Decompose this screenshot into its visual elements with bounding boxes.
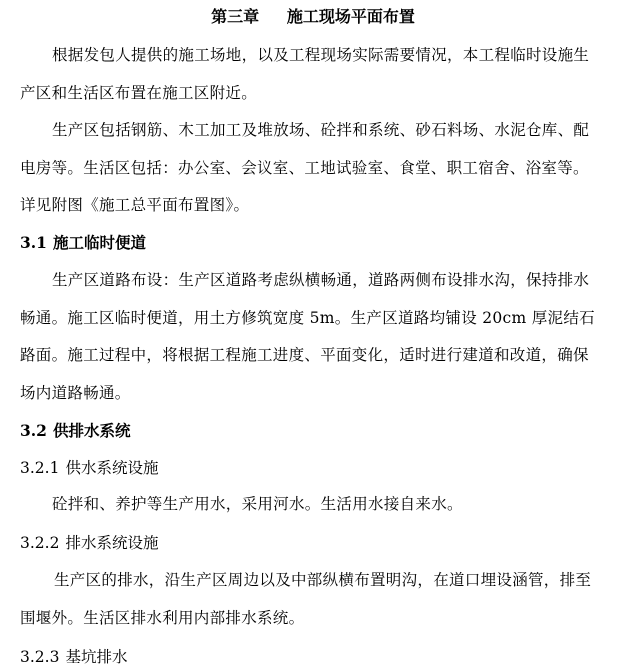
section-number: 3.2.1 [20, 459, 60, 477]
section-number: 3.1 [20, 233, 47, 252]
section-3-2-1-paragraph: 砼拌和、养护等生产用水，采用河水。生活用水接自来水。 [52, 495, 463, 513]
section-title: 供排水系统 [52, 421, 131, 440]
section-title: 排水系统设施 [65, 534, 159, 552]
section-title: 基坑排水 [65, 648, 128, 666]
section-number: 3.2 [20, 421, 47, 440]
chapter-title: 第三章 施工现场平面布置 [211, 7, 415, 26]
section-3-2-2-heading [20, 532, 158, 554]
section-3-2-1-heading [20, 457, 158, 479]
section-title: 施工临时便道 [52, 233, 146, 252]
section-3-2-2-paragraph: 生产区的排水，沿生产区周边以及中部纵横布置明沟，在道口埋设涵管，排至围堰外。生活区排水利用内部排水系统。 [20, 571, 592, 627]
section-3-2-heading [20, 420, 130, 442]
section-3-1-paragraph: 生产区道路布设：生产区道路考虑纵横畅通，道路两侧布设排水沟，保持排水畅通。施工区临时便道，用土方修筑宽度 5m。生产区道路均铺设 20cm 厚泥结石路面。施工过程中，将根据工程施工进度、平面变化，适时进行建道和改道，确保场内道路畅通。 [20, 271, 595, 402]
intro-paragraph-2: 生产区包括钢筋、木工加工及堆放场、砼拌和系统、砂石料场、水泥仓库、配电房等。生活区包括：办公室、会议室、工地试验室、食堂、职工宿舍、浴室等。详见附图《施工总平面布置图》。 [20, 121, 590, 214]
intro-paragraph-1: 根据发包人提供的施工场地，以及工程现场实际需要情况，本工程临时设施生产区和生活区布置在施工区附近。 [20, 46, 590, 102]
section-title: 供水系统设施 [65, 459, 159, 477]
section-number: 3.2.2 [20, 534, 60, 552]
section-number: 3.2.3 [20, 648, 60, 666]
section-3-2-3-heading [20, 646, 127, 668]
section-3-1-heading [20, 232, 146, 254]
